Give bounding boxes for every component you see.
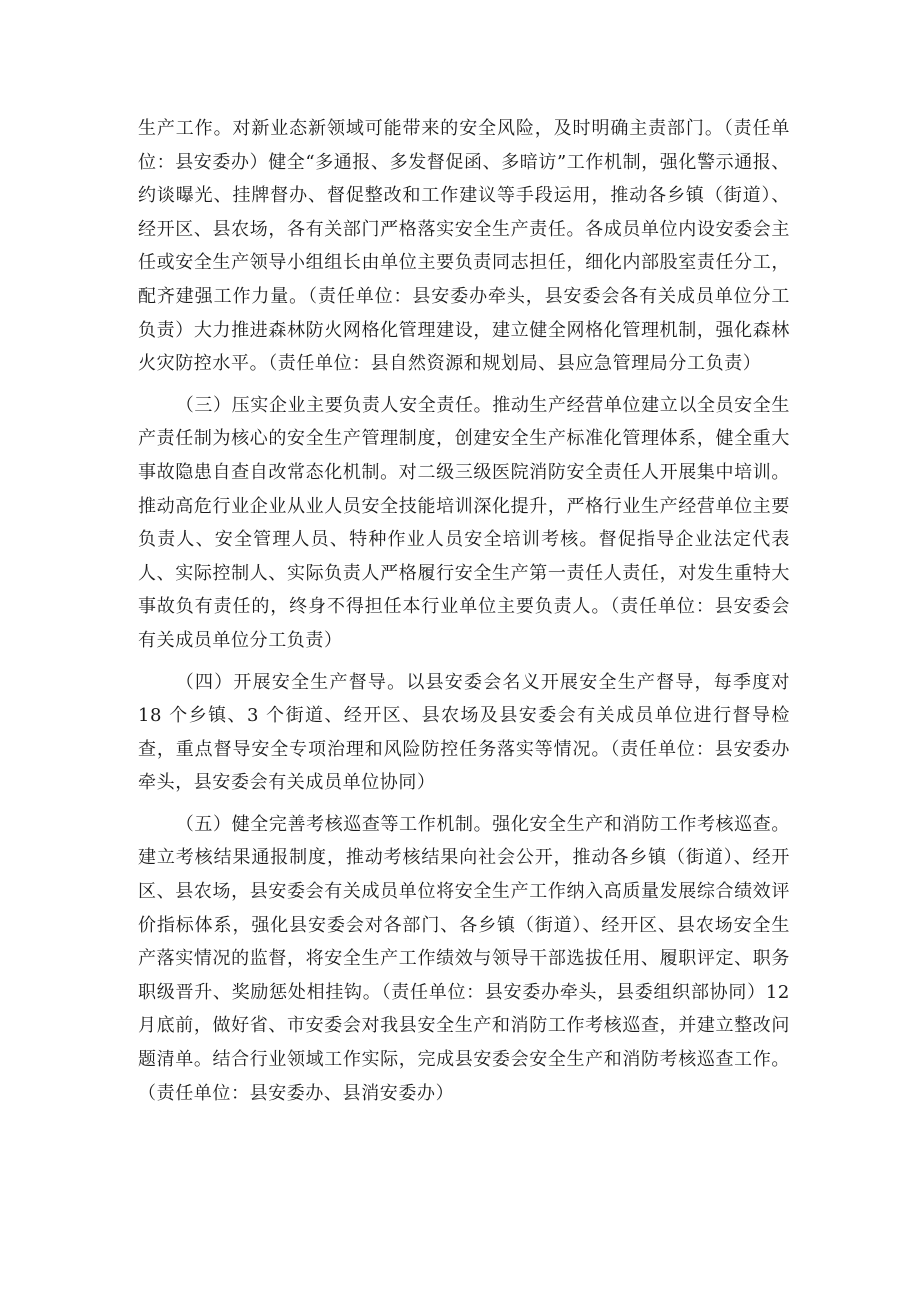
paragraph-section-4: （四）开展安全生产督导。以县安委会名义开展安全生产督导，每季度对 18 个乡镇、3 个街道、经开区、县农场及县安委会有关成员单位进行督导检查，重点督导安全专项治理和风险防控任务落实等情况。（责任单位：县安委办牵头，县安委会有关成员单位协同） (138, 671, 790, 794)
paragraph-section-5: （五）健全完善考核巡查等工作机制。强化安全生产和消防工作考核巡查。建立考核结果通报制度，推动考核结果向社会公开，推动各乡镇（街道）、经开区、县农场，县安委会有关成员单位将安全生产工作纳入高质量发展综合绩效评价指标体系，强化县安委会对各部门、各乡镇（街道）、经开区、县农场安全生产落实情况的监督，将安全生产工作绩效与领导干部选拔任用、履职评定、职务职级晋升、奖励惩处相挂钩。（责任单位：县安委办牵头，县委组织部协同）12 月底前，做好省、市安委会对我县安全生产和消防工作考核巡查，并建立整改问题清单。结合行业领域工作实际，完成县安委会安全生产和消防考核巡查工作。（责任单位：县安委办、县消安委办） (138, 813, 790, 1104)
paragraph-continuation: 生产工作。对新业态新领域可能带来的安全风险，及时明确主责部门。（责任单位：县安委办）健全“多通报、多发督促函、多暗访”工作机制，强化警示通报、约谈曝光、挂牌督办、督促整改和工作建议等手段运用，推动各乡镇（街道）、经开区、县农场，各有关部门严格落实安全生产责任。各成员单位内设安委会主任或安全生产领导小组组长由单位主要负责同志担任，细化内部股室责任分工，配齐建强工作力量。（责任单位：县安委办牵头，县安委会各有关成员单位分工负责）大力推进森林防火网格化管理建设，建立健全网格化管理机制，强化森林火灾防控水平。（责任单位：县自然资源和规划局、县应急管理局分工负责） (138, 118, 791, 375)
document-body (138, 112, 790, 1110)
paragraph-section-3: （三）压实企业主要负责人安全责任。推动生产经营单位建立以全员安全生产责任制为核心的安全生产管理制度，创建安全生产标准化管理体系，健全重大事故隐患自查自改常态化机制。对二级三级医院消防安全责任人开展集中培训。推动高危行业企业从业人员安全技能培训深化提升，严格行业生产经营单位主要负责人、安全管理人员、特种作业人员安全培训考核。督促指导企业法定代表人、实际控制人、实际负责人严格履行安全生产第一责任人责任，对发生重特大事故负有责任的，终身不得担任本行业单位主要负责人。（责任单位：县安委会有关成员单位分工负责） (138, 394, 790, 651)
